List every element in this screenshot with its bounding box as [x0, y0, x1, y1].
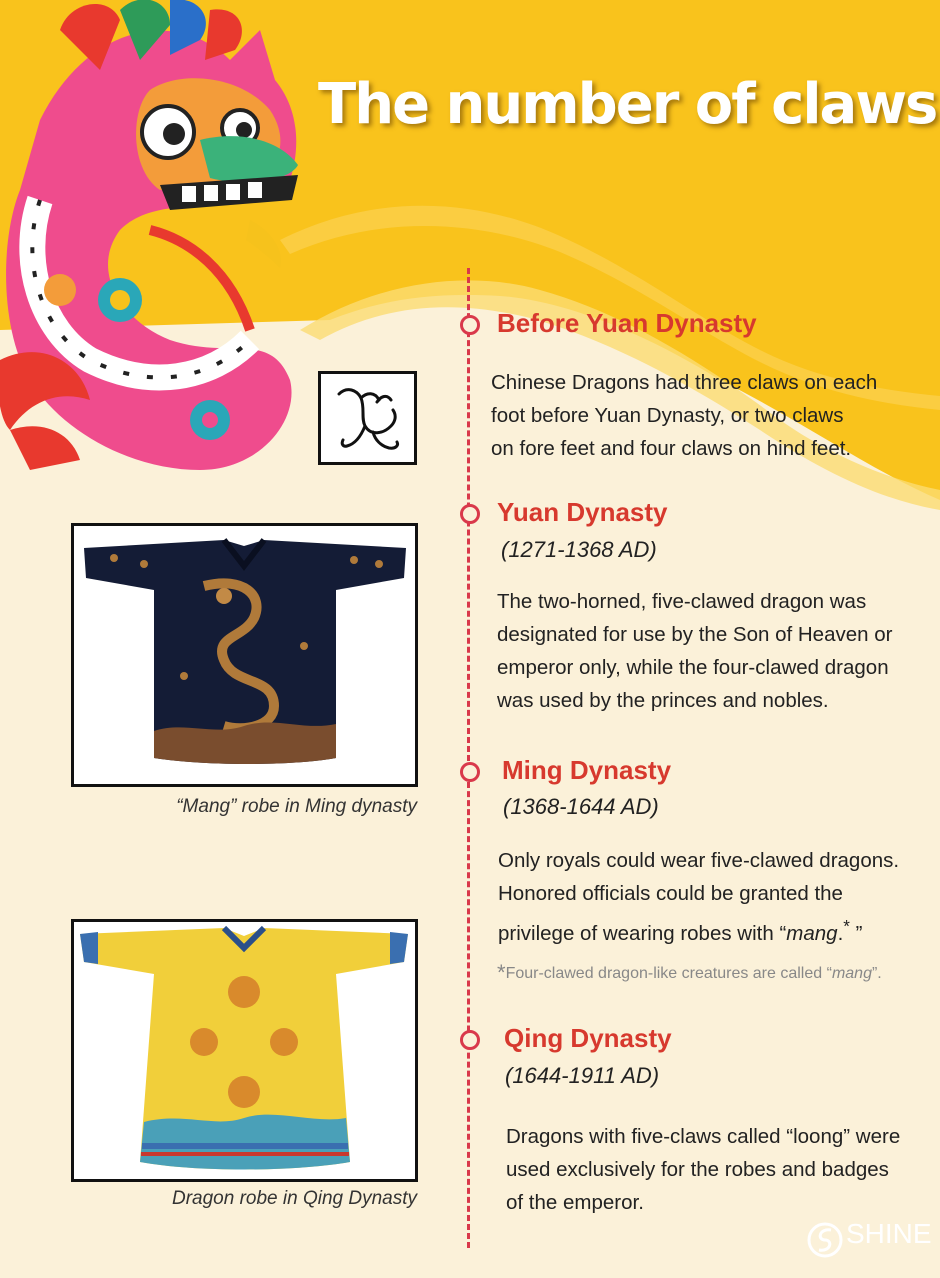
section-heading: Ming Dynasty [502, 755, 672, 785]
body-line: used exclusively for the robes and badges [506, 1158, 889, 1181]
section-heading: Qing Dynasty [504, 1023, 672, 1053]
section-body [506, 1120, 900, 1219]
body-line: was used by the princes and nobles. [497, 689, 829, 712]
body-text: privilege of wearing robes with “ [498, 921, 787, 945]
body-line [498, 910, 899, 950]
footnote-asterisk: * [497, 960, 506, 985]
ming-robe-illustration [74, 526, 415, 784]
timeline-dot [460, 762, 480, 782]
body-line: foot before Yuan Dynasty, or two claws [491, 404, 844, 427]
claw-pictogram [318, 371, 417, 465]
page-title: The number of claws [318, 72, 937, 137]
body-line: Only royals could wear five-clawed dragons. [498, 849, 900, 872]
body-line: on fore feet and four claws on hind feet. [491, 437, 852, 460]
body-line: The two-horned, five-clawed dragon was [497, 590, 867, 613]
mang-term: mang [786, 921, 838, 945]
section-body [497, 585, 892, 717]
section-heading: Before Yuan Dynasty [497, 308, 757, 338]
body-line: designated for use by the Son of Heaven or [497, 623, 893, 646]
qing-robe-caption: Dragon robe in Qing Dynasty [171, 1188, 417, 1209]
section-years: (1271-1368 AD) [501, 537, 657, 562]
section-years: (1644-1911 AD) [505, 1063, 660, 1088]
ming-robe-caption: “Mang” robe in Ming dynasty [176, 796, 417, 817]
section-heading: Yuan Dynasty [497, 497, 668, 527]
body-text: . [837, 921, 844, 945]
footnote-term: mang [831, 965, 872, 982]
body-line: Honored officials could be granted the [498, 882, 843, 905]
qing-robe-illustration [74, 922, 415, 1179]
section-body [491, 366, 877, 465]
timeline-dot [460, 1030, 480, 1050]
ming-robe-image [71, 523, 418, 787]
body-line: Dragons with five-claws called “loong” were [506, 1125, 901, 1148]
brand-name: SHINE [846, 1218, 932, 1249]
footnote [497, 960, 882, 986]
timeline-line [467, 268, 470, 1248]
dragon-illustration [0, 0, 310, 480]
section-years: (1368-1644 AD) [503, 794, 659, 819]
body-line: of the emperor. [506, 1191, 644, 1214]
footnote-text: Four-clawed dragon-like creatures are called “ [505, 965, 832, 982]
footnote-end: ”. [871, 965, 882, 982]
claw-icon [321, 374, 414, 462]
timeline-dot [460, 504, 480, 524]
body-line: Chinese Dragons had three claws on each [491, 371, 878, 394]
qing-robe-image [71, 919, 418, 1182]
body-line: emperor only, while the four-clawed dragon [497, 656, 889, 679]
section-body [498, 844, 899, 950]
footnote-marker: * [843, 917, 850, 936]
timeline-dot [460, 315, 480, 335]
body-text: ” [849, 921, 863, 945]
